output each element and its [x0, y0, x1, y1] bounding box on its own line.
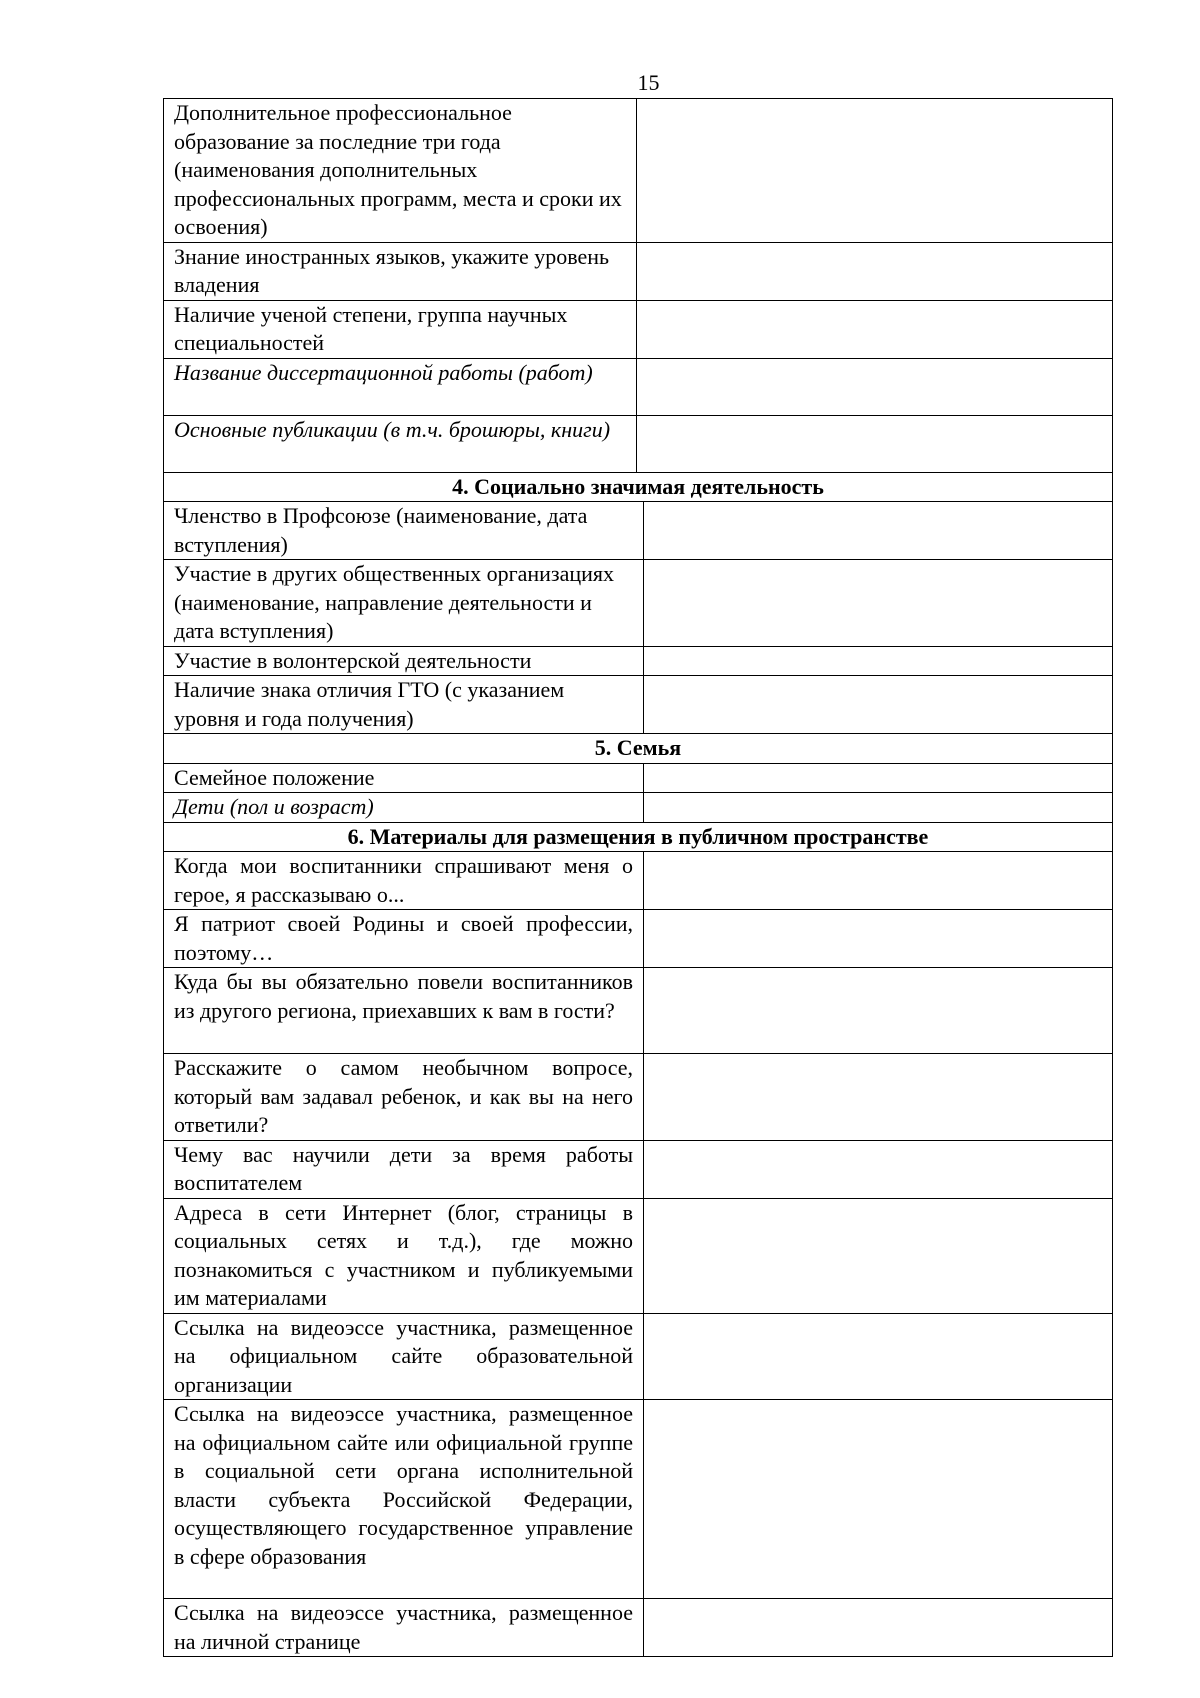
table-row — [164, 415, 1113, 472]
field-label-academic-degree: Наличие ученой степени, группа научных специальностей — [164, 300, 637, 358]
table-row — [164, 560, 1113, 647]
field-value-internet-addresses[interactable] — [644, 1198, 1113, 1313]
field-value-publications[interactable] — [637, 415, 1113, 472]
table-row — [164, 1400, 1113, 1599]
field-label-video-org-site: Ссылка на видеоэссе участника, размещенное на официальном сайте образовательной организации — [164, 1313, 644, 1400]
field-value-hero-story[interactable] — [644, 852, 1113, 910]
table-row — [164, 502, 1113, 560]
table-row — [164, 300, 1113, 358]
field-value-dissertation[interactable] — [637, 358, 1113, 415]
field-value-volunteering[interactable] — [644, 646, 1113, 676]
field-label-hero-story: Когда мои воспитанники спрашивают меня о герое, я рассказываю о... — [164, 852, 644, 910]
field-value-patriot[interactable] — [644, 910, 1113, 968]
field-value-children[interactable] — [644, 793, 1113, 823]
field-label-guest-tour: Куда бы вы обязательно повели воспитанников из другого региона, приехавших к вам в гости? — [164, 968, 644, 1054]
field-value-unusual-question[interactable] — [644, 1054, 1113, 1141]
field-value-public-organizations[interactable] — [644, 560, 1113, 647]
field-value-marital-status[interactable] — [644, 763, 1113, 793]
field-value-gto-badge[interactable] — [644, 676, 1113, 734]
table-row — [164, 1140, 1113, 1198]
field-label-video-authority-site: Ссылка на видеоэссе участника, размещенное на официальном сайте или официальной группе в социальной сети органа исполнительной власти субъекта Российской Федерации, осуществляющего государственное управление в сфере образования — [164, 1400, 644, 1599]
section-title-family: 5. Семья — [164, 734, 1113, 764]
field-value-video-personal-page[interactable] — [644, 1599, 1113, 1657]
field-label-public-organizations: Участие в других общественных организациях (наименование, направление деятельности и дата вступления) — [164, 560, 644, 647]
section-title-social-activity: 4. Социально значимая деятельность — [164, 472, 1113, 502]
section-title-public-materials: 6. Материалы для размещения в публичном пространстве — [164, 822, 1113, 852]
table-row — [164, 99, 1113, 243]
field-label-video-personal-page: Ссылка на видеоэссе участника, размещенное на личной странице — [164, 1599, 644, 1657]
field-value-additional-education[interactable] — [637, 99, 1113, 243]
table-row — [164, 852, 1113, 910]
table-row — [164, 358, 1113, 415]
field-label-gto-badge: Наличие знака отличия ГТО (с указанием уровня и года получения) — [164, 676, 644, 734]
field-label-internet-addresses: Адреса в сети Интернет (блог, страницы в социальных сетях и т.д.), где можно познакомиться с участником и публикуемыми им материалами — [164, 1198, 644, 1313]
questionnaire-table — [163, 98, 1113, 1657]
field-label-patriot: Я патриот своей Родины и своей профессии, поэтому… — [164, 910, 644, 968]
field-label-trade-union: Членство в Профсоюзе (наименование, дата вступления) — [164, 502, 644, 560]
field-label-volunteering: Участие в волонтерской деятельности — [164, 646, 644, 676]
table-row — [164, 242, 1113, 300]
section-header-row — [164, 822, 1113, 852]
field-value-kids-taught[interactable] — [644, 1140, 1113, 1198]
table-row — [164, 763, 1113, 793]
field-value-video-authority-site[interactable] — [644, 1400, 1113, 1599]
section-header-row — [164, 734, 1113, 764]
field-value-trade-union[interactable] — [644, 502, 1113, 560]
field-label-additional-education: Дополнительное профессиональное образование за последние три года (наименования дополнительных профессиональных программ, места и сроки их освоения) — [164, 99, 637, 243]
field-value-guest-tour[interactable] — [644, 968, 1113, 1054]
table-row — [164, 646, 1113, 676]
page-number: 15 — [637, 70, 660, 95]
table-row — [164, 968, 1113, 1054]
field-label-kids-taught: Чему вас научили дети за время работы воспитателем — [164, 1140, 644, 1198]
field-label-children: Дети (пол и возраст) — [164, 793, 644, 823]
field-value-academic-degree[interactable] — [637, 300, 1113, 358]
table-row — [164, 1054, 1113, 1141]
table-row — [164, 910, 1113, 968]
field-label-publications: Основные публикации (в т.ч. брошюры, книги) — [164, 415, 637, 472]
field-value-foreign-languages[interactable] — [637, 242, 1113, 300]
field-value-video-org-site[interactable] — [644, 1313, 1113, 1400]
table-row — [164, 1198, 1113, 1313]
field-label-unusual-question: Расскажите о самом необычном вопросе, который вам задавал ребенок, и как вы на него ответили? — [164, 1054, 644, 1141]
field-label-marital-status: Семейное положение — [164, 763, 644, 793]
table-row — [164, 1313, 1113, 1400]
table-row — [164, 676, 1113, 734]
field-label-dissertation: Название диссертационной работы (работ) — [164, 358, 637, 415]
table-row — [164, 793, 1113, 823]
field-label-foreign-languages: Знание иностранных языков, укажите уровень владения — [164, 242, 637, 300]
section-header-row — [164, 472, 1113, 502]
table-row — [164, 1599, 1113, 1657]
